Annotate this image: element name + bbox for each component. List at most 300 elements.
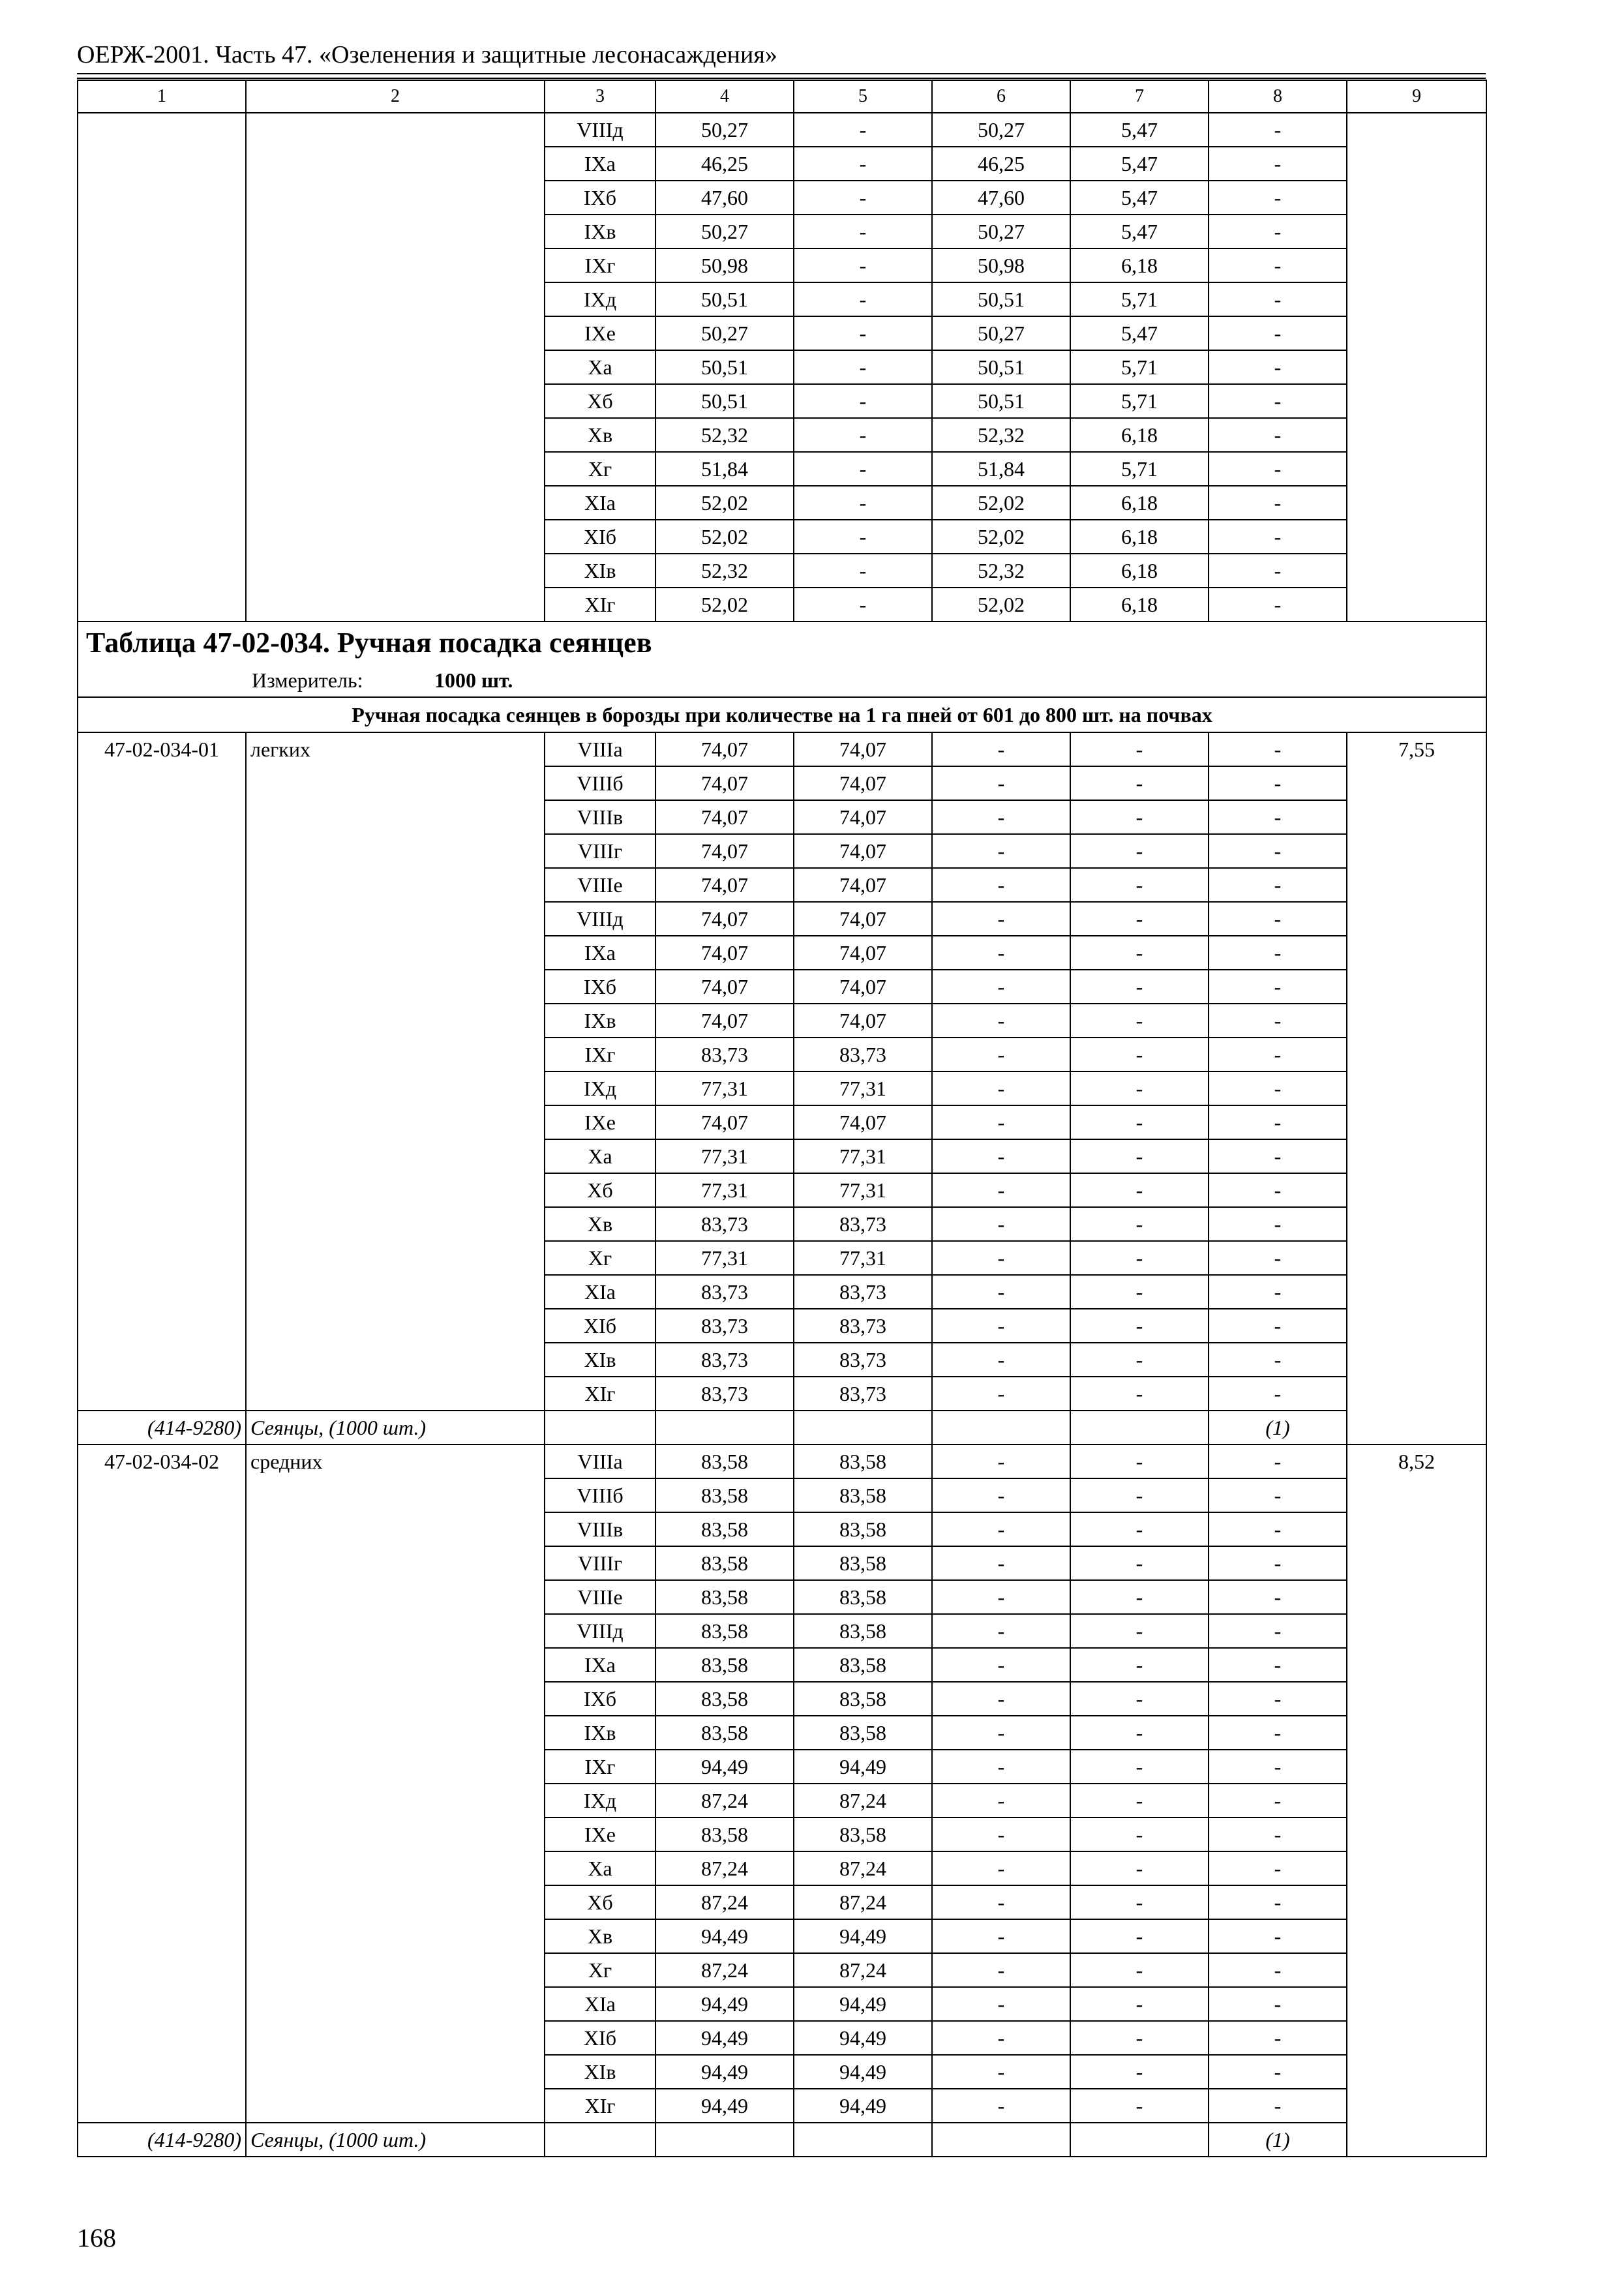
table-title: Таблица 47-02-034. Ручная посадка сеянцев	[78, 621, 1486, 664]
column-number: 1	[78, 80, 246, 113]
value-cell: 74,07	[655, 732, 794, 766]
norm-row	[78, 732, 1486, 766]
value-cell: -	[794, 248, 932, 282]
zone-cell: XIг	[545, 2089, 655, 2123]
value-cell: 77,31	[794, 1139, 932, 1173]
value-cell: 83,73	[655, 1207, 794, 1241]
empty-cell	[794, 2123, 932, 2157]
value-cell: -	[1209, 452, 1347, 486]
value-cell: 83,73	[655, 1343, 794, 1377]
value-cell: 83,58	[794, 1682, 932, 1716]
zone-cell: IXб	[545, 970, 655, 1004]
code-cell-empty	[78, 113, 246, 621]
value-cell: 50,27	[932, 215, 1070, 248]
value-cell: -	[1209, 1614, 1347, 1648]
value-cell: 52,32	[932, 554, 1070, 588]
empty-cell	[932, 2123, 1070, 2157]
value-cell: -	[1209, 1004, 1347, 1038]
value-cell: 74,07	[655, 834, 794, 868]
value-cell: 94,49	[655, 1750, 794, 1784]
value-cell: 47,60	[655, 181, 794, 215]
value-cell: -	[932, 834, 1070, 868]
zone-cell: XIб	[545, 2021, 655, 2055]
zone-cell: XIа	[545, 1987, 655, 2021]
value-cell: Xа	[545, 350, 655, 384]
zone-cell: VIIIв	[545, 1512, 655, 1546]
value-cell: -	[1209, 1241, 1347, 1275]
column-number: 8	[1209, 80, 1347, 113]
value-cell: 87,24	[655, 1851, 794, 1885]
value-cell: 5,47	[1070, 147, 1209, 181]
column-number: 4	[655, 80, 794, 113]
header-rule-double	[77, 78, 1486, 79]
value-cell: 5,47	[1070, 215, 1209, 248]
value-cell: -	[1070, 868, 1209, 902]
zone-cell: IXг	[545, 1038, 655, 1071]
value-cell: 50,27	[932, 113, 1070, 147]
column-number: 6	[932, 80, 1070, 113]
value-cell: 74,07	[655, 970, 794, 1004]
page-number: 168	[77, 2223, 116, 2252]
value-cell: 83,58	[794, 1716, 932, 1750]
value-cell: 83,58	[655, 1648, 794, 1682]
meter-row	[78, 664, 1486, 697]
value-cell: -	[932, 732, 1070, 766]
value-cell: 6,18	[1070, 520, 1209, 554]
zone-cell: VIIIе	[545, 868, 655, 902]
value-cell: 83,73	[655, 1275, 794, 1309]
value-cell: 74,07	[794, 1004, 932, 1038]
value-cell: 52,02	[932, 588, 1070, 621]
value-cell: 5,71	[1070, 350, 1209, 384]
value-cell: -	[1070, 1784, 1209, 1818]
table-body	[78, 80, 1486, 2157]
value-cell: 5,47	[1070, 316, 1209, 350]
value-cell: -	[932, 868, 1070, 902]
value-cell: -	[932, 1004, 1070, 1038]
value-cell: -	[794, 520, 932, 554]
value-cell: 83,58	[655, 1818, 794, 1851]
value-cell: 74,07	[794, 1105, 932, 1139]
zone-cell: Xв	[545, 1207, 655, 1241]
value-cell: -	[794, 113, 932, 147]
value-cell: -	[932, 2021, 1070, 2055]
value-cell: -	[932, 1682, 1070, 1716]
value-cell: -	[794, 282, 932, 316]
value-cell: -	[932, 1343, 1070, 1377]
value-cell: 87,24	[794, 1851, 932, 1885]
meter-value: 1000 шт.	[434, 668, 513, 692]
value-cell: VIIIд	[545, 113, 655, 147]
value-cell: 83,58	[794, 1818, 932, 1851]
value-cell: 83,58	[655, 1478, 794, 1512]
zone-cell: IXв	[545, 1716, 655, 1750]
value-cell: -	[1209, 1919, 1347, 1953]
value-cell: 50,27	[655, 113, 794, 147]
column-number-row	[78, 80, 1486, 113]
value-cell: -	[1070, 800, 1209, 834]
value-cell: 5,71	[1070, 384, 1209, 418]
value-cell: 87,24	[794, 1885, 932, 1919]
zone-cell: XIа	[545, 1275, 655, 1309]
zone-cell: VIIIг	[545, 834, 655, 868]
value-cell: 77,31	[794, 1173, 932, 1207]
value-cell: 94,49	[794, 1919, 932, 1953]
resource-qty: (1)	[1209, 2123, 1347, 2157]
zone-cell: Xг	[545, 1953, 655, 1987]
zone-cell: IXб	[545, 1682, 655, 1716]
value-cell: 74,07	[655, 1105, 794, 1139]
value-cell: 5,47	[1070, 181, 1209, 215]
value-cell: -	[1070, 1851, 1209, 1885]
value-cell: -	[1209, 1478, 1347, 1512]
value-cell: 52,02	[932, 486, 1070, 520]
value-cell: 6,18	[1070, 554, 1209, 588]
zone-cell: Xа	[545, 1851, 655, 1885]
value-cell: -	[1209, 1444, 1347, 1478]
value-cell: -	[1209, 1275, 1347, 1309]
value-cell: -	[794, 418, 932, 452]
value-cell: 50,98	[655, 248, 794, 282]
column-number: 9	[1347, 80, 1486, 113]
zone-cell: VIIIе	[545, 1580, 655, 1614]
value-cell: 74,07	[794, 868, 932, 902]
value-cell: Xг	[545, 452, 655, 486]
value-cell: -	[794, 554, 932, 588]
value-cell: IXг	[545, 248, 655, 282]
table-title-row	[78, 621, 1486, 664]
zone-cell: XIв	[545, 2055, 655, 2089]
value-cell: 5,71	[1070, 282, 1209, 316]
value-cell: 87,24	[655, 1784, 794, 1818]
value-cell: 94,49	[655, 1919, 794, 1953]
column-number: 3	[545, 80, 655, 113]
resource-name: Сеянцы, (1000 шт.)	[246, 1411, 545, 1444]
value-cell: -	[1209, 1885, 1347, 1919]
value-cell: 50,51	[655, 350, 794, 384]
value-cell: -	[1070, 1919, 1209, 1953]
value-cell: -	[1070, 936, 1209, 970]
value-cell: 51,84	[655, 452, 794, 486]
value-cell: -	[932, 1648, 1070, 1682]
value-cell: -	[1209, 1682, 1347, 1716]
zone-cell: Xг	[545, 1241, 655, 1275]
value-cell: 83,58	[794, 1478, 932, 1512]
norms-table	[77, 80, 1487, 2157]
value-cell: -	[1209, 1512, 1347, 1546]
zone-cell: Xб	[545, 1885, 655, 1919]
value-cell: -	[932, 1614, 1070, 1648]
value-cell: -	[1070, 1038, 1209, 1071]
value-cell: -	[932, 1919, 1070, 1953]
zone-cell: VIIIд	[545, 1614, 655, 1648]
value-cell: 46,25	[932, 147, 1070, 181]
resource-name: Сеянцы, (1000 шт.)	[246, 2123, 545, 2157]
value-cell: -	[794, 588, 932, 621]
value-cell: -	[1209, 1207, 1347, 1241]
value-cell: 6,18	[1070, 248, 1209, 282]
value-cell: -	[1070, 1512, 1209, 1546]
value-cell: XIг	[545, 588, 655, 621]
value-cell: -	[932, 1987, 1070, 2021]
value-cell: -	[1209, 1818, 1347, 1851]
value-cell: -	[1209, 2021, 1347, 2055]
value-cell: -	[1070, 1818, 1209, 1851]
value-cell: -	[932, 1478, 1070, 1512]
value-cell: -	[1209, 834, 1347, 868]
value-cell: 83,73	[655, 1309, 794, 1343]
value-cell: 74,07	[794, 800, 932, 834]
value-cell: XIв	[545, 554, 655, 588]
empty-cell	[545, 1411, 655, 1444]
value-cell: 52,02	[932, 520, 1070, 554]
value-cell: -	[1209, 418, 1347, 452]
zone-cell: IXе	[545, 1818, 655, 1851]
value-cell: -	[1209, 1580, 1347, 1614]
value-cell: -	[932, 1173, 1070, 1207]
value-cell: 52,32	[932, 418, 1070, 452]
value-cell: -	[1209, 970, 1347, 1004]
value-cell: -	[932, 1444, 1070, 1478]
value-cell: 5,71	[1070, 452, 1209, 486]
value-cell: 46,25	[655, 147, 794, 181]
value-cell: -	[932, 1377, 1070, 1411]
value-cell: -	[1070, 1309, 1209, 1343]
value-cell: -	[932, 1241, 1070, 1275]
value-cell: -	[1070, 1885, 1209, 1919]
value-cell: -	[1070, 902, 1209, 936]
value-cell: -	[1209, 1851, 1347, 1885]
value-cell: -	[932, 1275, 1070, 1309]
value-cell: -	[1209, 1987, 1347, 2021]
value-cell: 83,58	[655, 1682, 794, 1716]
value-cell: 83,73	[794, 1343, 932, 1377]
column-number: 2	[246, 80, 545, 113]
value-cell: -	[1209, 113, 1347, 147]
value-cell: -	[932, 2055, 1070, 2089]
value-cell: -	[1070, 732, 1209, 766]
value-cell: -	[1209, 1716, 1347, 1750]
value-cell: 74,07	[655, 902, 794, 936]
zone-cell: IXд	[545, 1071, 655, 1105]
value-cell: 94,49	[794, 2021, 932, 2055]
value-cell: 50,98	[932, 248, 1070, 282]
item-code: 47-02-034-02	[78, 1444, 246, 2123]
value-cell: -	[932, 800, 1070, 834]
value-cell: 94,49	[794, 1750, 932, 1784]
value-cell: XIа	[545, 486, 655, 520]
value-cell: -	[1070, 1004, 1209, 1038]
value-cell: -	[794, 350, 932, 384]
value-cell: -	[1209, 1953, 1347, 1987]
header-rule	[77, 73, 1486, 74]
value-cell: -	[932, 2089, 1070, 2123]
value-cell: -	[932, 766, 1070, 800]
empty-cell	[545, 2123, 655, 2157]
value-cell: IXв	[545, 215, 655, 248]
value-cell: -	[932, 970, 1070, 1004]
value-cell: -	[932, 1071, 1070, 1105]
value-cell: 47,60	[932, 181, 1070, 215]
value-cell: -	[1209, 1071, 1347, 1105]
value-cell: -	[1209, 316, 1347, 350]
value-cell: -	[1070, 1071, 1209, 1105]
value-cell: 6,18	[1070, 418, 1209, 452]
zone-cell: Xа	[545, 1139, 655, 1173]
value-cell: -	[1070, 1105, 1209, 1139]
value-cell: 87,24	[794, 1784, 932, 1818]
value-cell: -	[1070, 2055, 1209, 2089]
value-cell: 5,47	[1070, 113, 1209, 147]
value-cell: -	[1070, 1478, 1209, 1512]
value-cell: 52,32	[655, 554, 794, 588]
value-cell: -	[1209, 1750, 1347, 1784]
zone-cell: IXа	[545, 936, 655, 970]
value-cell: 74,07	[655, 1004, 794, 1038]
value-cell: 52,02	[655, 520, 794, 554]
zone-cell: IXв	[545, 1004, 655, 1038]
value-cell: -	[1209, 282, 1347, 316]
value-cell: -	[932, 1784, 1070, 1818]
value-cell: -	[1209, 2089, 1347, 2123]
value-cell: -	[932, 1750, 1070, 1784]
value-cell: 6,18	[1070, 486, 1209, 520]
empty-cell	[1070, 1411, 1209, 1444]
value-cell: -	[1070, 1546, 1209, 1580]
value-cell: -	[1209, 248, 1347, 282]
value-cell: 83,73	[794, 1038, 932, 1071]
value-cell: 83,58	[655, 1580, 794, 1614]
value-cell: -	[1209, 1309, 1347, 1343]
meter-label: Измеритель:	[252, 668, 363, 692]
value-cell: -	[1209, 2055, 1347, 2089]
value-cell: -	[1070, 834, 1209, 868]
value-cell: 77,31	[794, 1241, 932, 1275]
value-cell: -	[794, 316, 932, 350]
value-cell: -	[1209, 520, 1347, 554]
value-cell: -	[932, 1546, 1070, 1580]
value-cell: 83,58	[794, 1614, 932, 1648]
value-cell: -	[1209, 1546, 1347, 1580]
value-cell: -	[1070, 1682, 1209, 1716]
zone-cell: VIIIб	[545, 1478, 655, 1512]
value-cell: -	[932, 1038, 1070, 1071]
value-cell: 74,07	[794, 834, 932, 868]
value-cell: -	[1070, 1275, 1209, 1309]
resource-code: (414-9280)	[78, 1411, 246, 1444]
value-cell: IXа	[545, 147, 655, 181]
value-cell: -	[932, 1851, 1070, 1885]
item-col9: 7,55	[1347, 732, 1486, 1444]
value-cell: -	[1070, 1648, 1209, 1682]
section-title-row	[78, 697, 1486, 732]
value-cell: -	[1209, 800, 1347, 834]
value-cell: 52,02	[655, 588, 794, 621]
value-cell: -	[1209, 350, 1347, 384]
empty-cell	[655, 2123, 794, 2157]
value-cell: -	[1209, 486, 1347, 520]
empty-cell	[1070, 2123, 1209, 2157]
value-cell: 87,24	[794, 1953, 932, 1987]
value-cell: -	[932, 1512, 1070, 1546]
value-cell: 83,58	[794, 1580, 932, 1614]
zone-cell: Xв	[545, 1919, 655, 1953]
value-cell: 50,51	[655, 282, 794, 316]
value-cell: -	[932, 1309, 1070, 1343]
value-cell: -	[1209, 215, 1347, 248]
col9-cell-empty	[1347, 113, 1486, 621]
value-cell: 74,07	[655, 766, 794, 800]
resource-code: (414-9280)	[78, 2123, 246, 2157]
name-cell-empty	[246, 113, 545, 621]
value-cell: -	[794, 486, 932, 520]
value-cell: 74,07	[655, 936, 794, 970]
column-number: 7	[1070, 80, 1209, 113]
value-cell: Xб	[545, 384, 655, 418]
value-cell: -	[1070, 2021, 1209, 2055]
empty-cell	[932, 1411, 1070, 1444]
empty-cell	[794, 1411, 932, 1444]
value-cell: -	[1070, 1580, 1209, 1614]
zone-cell: Xб	[545, 1173, 655, 1207]
value-cell: 87,24	[655, 1953, 794, 1987]
value-cell: 83,58	[794, 1648, 932, 1682]
value-cell: 50,51	[655, 384, 794, 418]
value-cell: -	[1070, 1953, 1209, 1987]
value-cell: -	[1209, 1784, 1347, 1818]
value-cell: 50,27	[932, 316, 1070, 350]
value-cell: Xв	[545, 418, 655, 452]
meter-cell	[78, 664, 1486, 697]
value-cell: -	[1209, 181, 1347, 215]
zone-cell: IXд	[545, 1784, 655, 1818]
value-cell: -	[1070, 970, 1209, 1004]
zone-cell: VIIIв	[545, 800, 655, 834]
zone-cell: XIб	[545, 1309, 655, 1343]
value-cell: -	[1209, 766, 1347, 800]
value-cell: -	[1070, 2089, 1209, 2123]
value-cell: -	[1209, 147, 1347, 181]
value-cell: 50,27	[655, 316, 794, 350]
value-cell: -	[932, 1207, 1070, 1241]
norm-row	[78, 1444, 1486, 1478]
value-cell: 94,49	[655, 2055, 794, 2089]
zone-cell: VIIIг	[545, 1546, 655, 1580]
value-cell: -	[932, 1716, 1070, 1750]
value-cell: -	[1209, 1038, 1347, 1071]
value-cell: IXе	[545, 316, 655, 350]
value-cell: 83,73	[794, 1207, 932, 1241]
value-cell: -	[1070, 766, 1209, 800]
value-cell: 51,84	[932, 452, 1070, 486]
value-cell: 74,07	[794, 902, 932, 936]
column-number: 5	[794, 80, 932, 113]
value-cell: -	[1070, 1343, 1209, 1377]
running-header: ОЕРЖ-2001. Часть 47. «Озеленения и защитные лесонасаждения»	[77, 41, 777, 68]
resource-qty: (1)	[1209, 1411, 1347, 1444]
value-cell: 52,32	[655, 418, 794, 452]
section-title: Ручная посадка сеянцев в борозды при количестве на 1 га пней от 601 до 800 шт. на почвах	[78, 697, 1486, 732]
value-cell: 94,49	[794, 1987, 932, 2021]
value-cell: -	[1209, 1343, 1347, 1377]
value-cell: 77,31	[655, 1139, 794, 1173]
zone-cell: IXе	[545, 1105, 655, 1139]
value-cell: 74,07	[655, 868, 794, 902]
value-cell: -	[932, 1105, 1070, 1139]
value-cell: 74,07	[655, 800, 794, 834]
value-cell: IXб	[545, 181, 655, 215]
value-cell: -	[1209, 868, 1347, 902]
